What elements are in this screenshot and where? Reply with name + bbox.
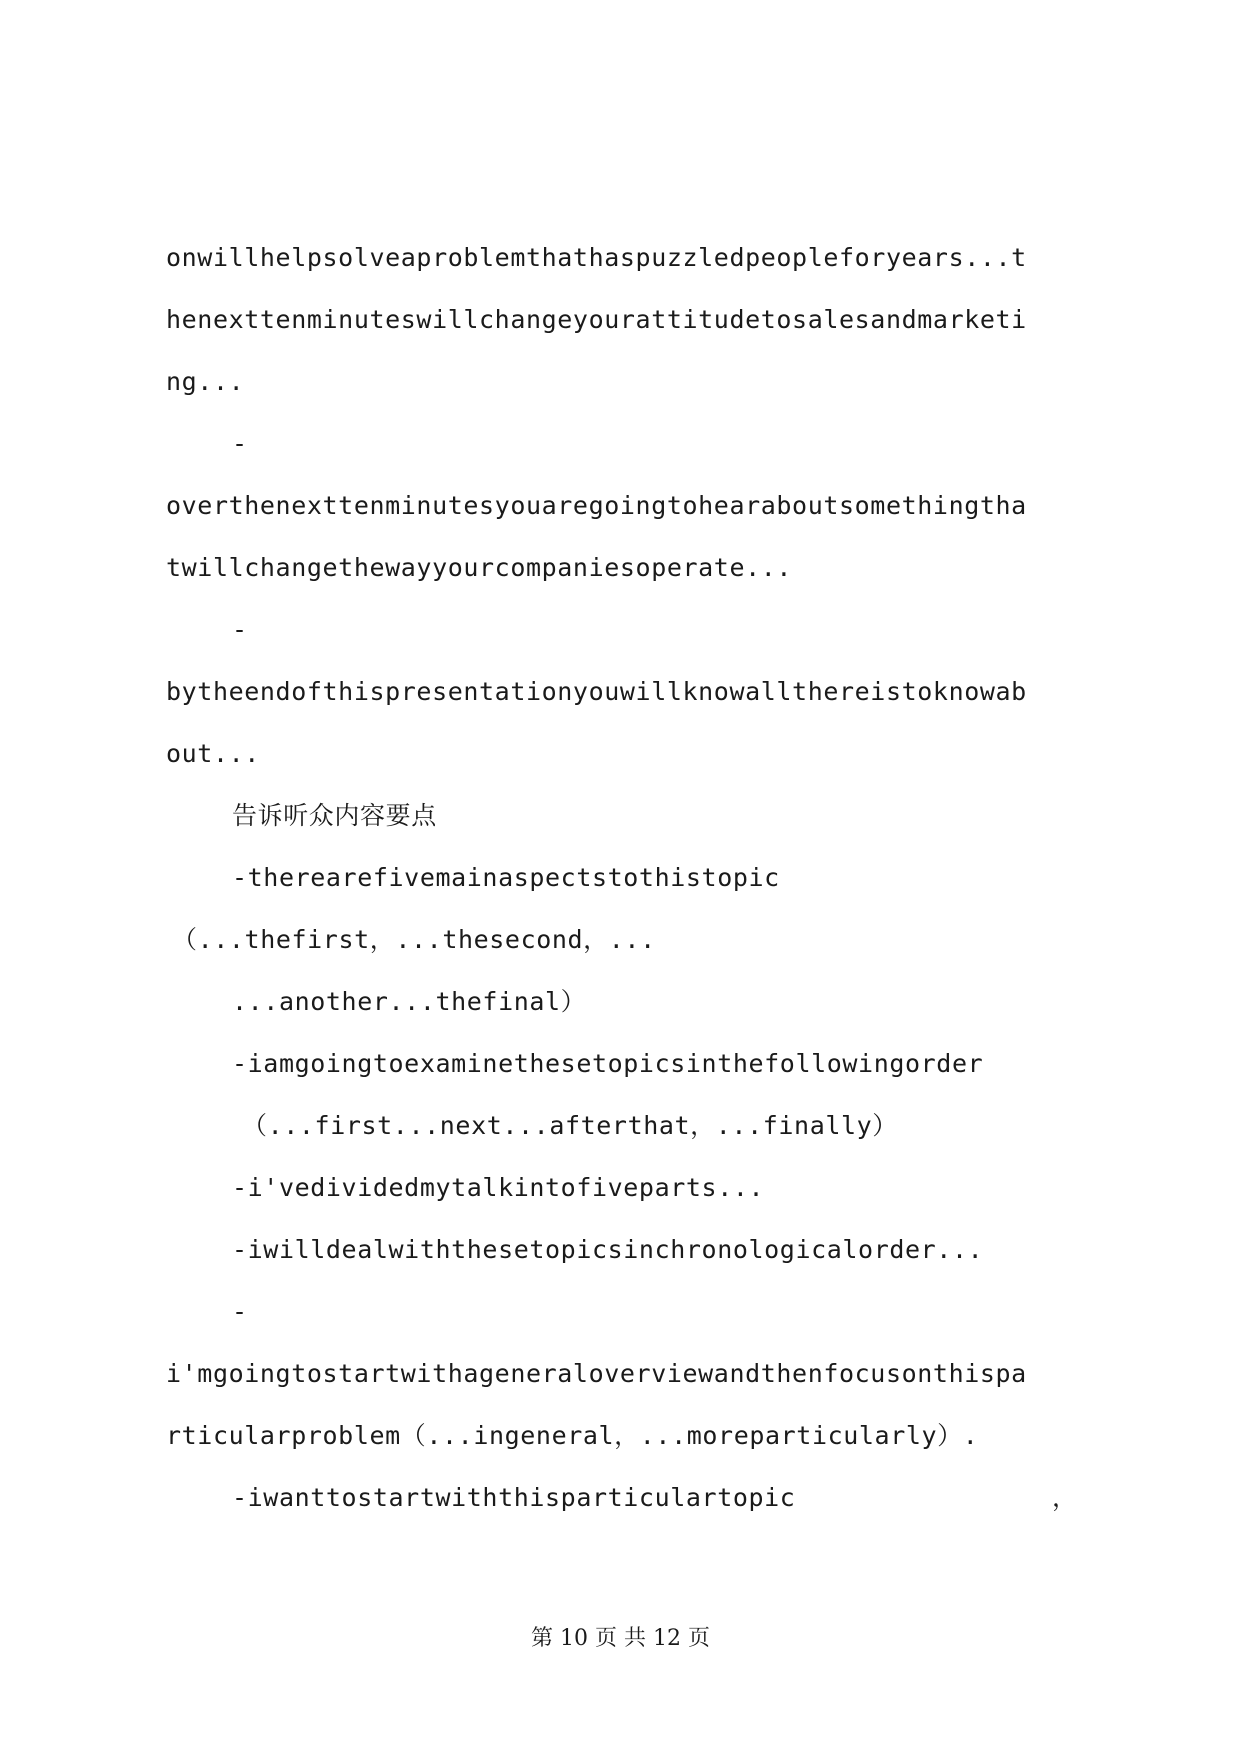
- text-line: onwillhelpsolveaproblemthathaspuzzledpeopleforyears...t: [166, 243, 1027, 272]
- text-line: i'mgoingtostartwithageneraloverviewandthenfocusonthispa: [166, 1359, 1027, 1388]
- text-line: -i'vedividedmytalkintofiveparts...: [232, 1173, 765, 1202]
- text-line: ng...: [166, 367, 245, 396]
- text-line: （...thefirst，...thesecond，...: [172, 925, 656, 954]
- text-line: out...: [166, 739, 260, 768]
- dash-line: -: [232, 429, 248, 458]
- text-line: -iwanttostartwiththisparticulartopic: [232, 1483, 796, 1512]
- trailing-comma: ，: [1052, 1483, 1078, 1512]
- text-line: -iwilldealwiththesetopicsinchronologicalorder...: [232, 1235, 984, 1264]
- text-line: henexttenminuteswillchangeyourattitudetosalesandmarketi: [166, 305, 1027, 334]
- text-line: （...first...next...afterthat，...finally）: [242, 1111, 898, 1140]
- text-line: twillchangethewayyourcompaniesoperate...: [166, 553, 793, 582]
- text-line: -therearefivemainaspectstothistopic: [232, 863, 780, 892]
- text-line: overthenexttenminutesyouaregoingtohearaboutsomethingtha: [166, 491, 1027, 520]
- text-line: -iamgoingtoexaminethesetopicsinthefollowingorder: [232, 1049, 984, 1078]
- dash-line: -: [232, 615, 248, 644]
- text-line: ...another...thefinal）: [232, 987, 587, 1016]
- text-line: rticularproblem（...ingeneral，...moreparticularly）.: [166, 1421, 979, 1450]
- section-heading: 告诉听众内容要点: [232, 801, 437, 830]
- text-line: bytheendofthispresentationyouwillknowallthereistoknowab: [166, 677, 1027, 706]
- page-footer: 第 10 页 共 12 页: [531, 1626, 710, 1651]
- dash-line: -: [232, 1297, 248, 1326]
